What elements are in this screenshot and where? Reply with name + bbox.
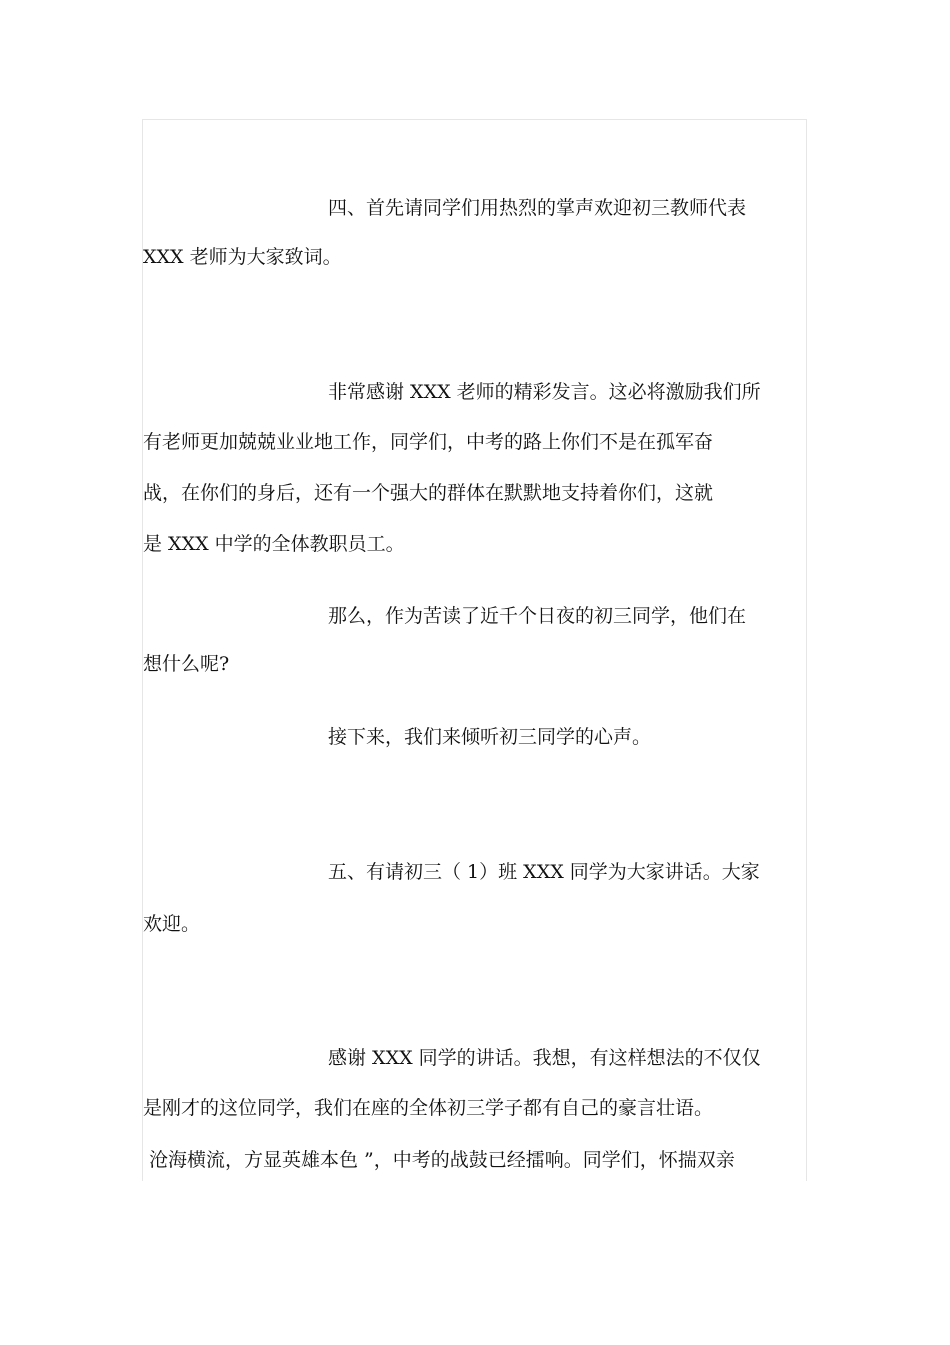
paragraph-question-line-2: 想什么呢?	[143, 653, 230, 675]
paragraph-5-line-2: 欢迎。	[143, 913, 201, 935]
paragraph-final-line-3: 沧海横流，方显英雄本色 ”，中考的战鼓已经擂响。同学们，怀揣双亲	[149, 1149, 735, 1171]
paragraph-5-line-1: 五、有请初三（ 1）班 XXX 同学为大家讲话。大家	[328, 861, 760, 883]
paragraph-thanks-line-3: 战，在你们的身后，还有一个强大的群体在默默地支持着你们，这就	[143, 482, 714, 504]
paragraph-4-line-1: 四、首先请同学们用热烈的掌声欢迎初三教师代表	[328, 197, 747, 219]
paragraph-listen: 接下来，我们来倾听初三同学的心声。	[328, 726, 652, 748]
paragraph-4-line-2: XXX 老师为大家致词。	[143, 246, 342, 268]
paragraph-question-line-1: 那么，作为苦读了近千个日夜的初三同学，他们在	[328, 605, 747, 627]
paragraph-thanks-line-1: 非常感谢 XXX 老师的精彩发言。这必将激励我们所	[328, 381, 761, 403]
paragraph-thanks-line-2: 有老师更加兢兢业业地工作，同学们，中考的路上你们不是在孤军奋	[143, 431, 714, 453]
page-frame	[142, 119, 807, 1181]
paragraph-final-line-2: 是刚才的这位同学，我们在座的全体初三学子都有自己的豪言壮语。	[143, 1097, 714, 1119]
paragraph-final-line-1: 感谢 XXX 同学的讲话。我想，有这样想法的不仅仅	[328, 1047, 761, 1069]
paragraph-thanks-line-4: 是 XXX 中学的全体教职员工。	[143, 533, 405, 555]
